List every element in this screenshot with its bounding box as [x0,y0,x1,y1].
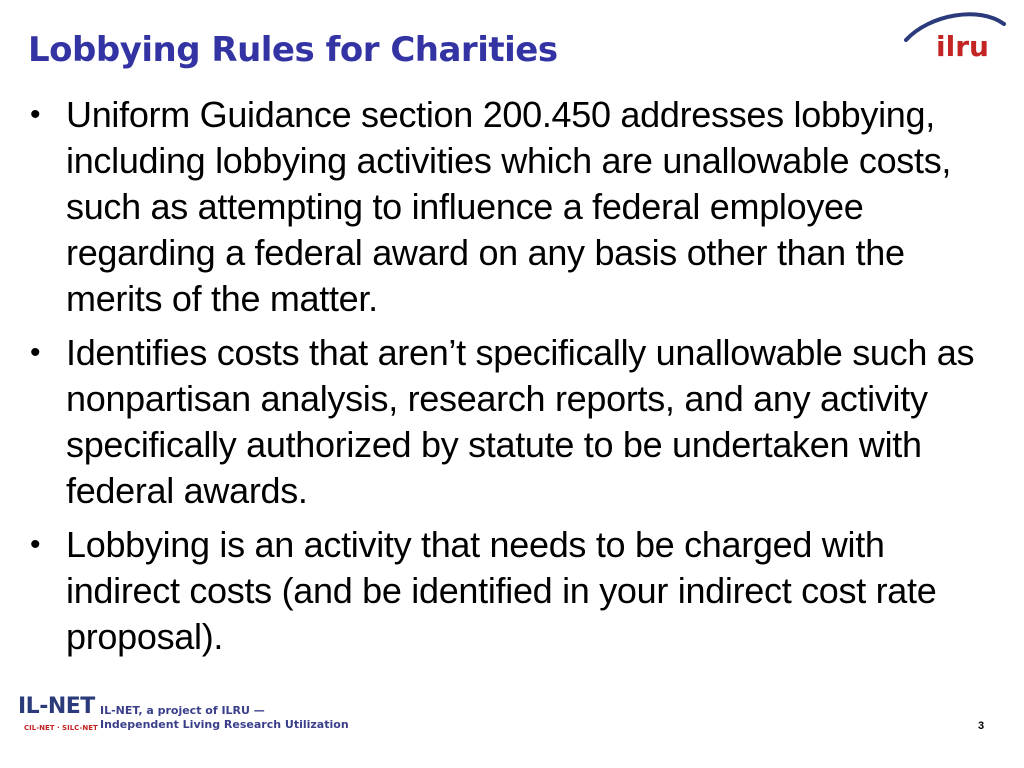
bullet-text: Identifies costs that aren’t specifically unallowable such as nonpartisan analysis, research reports, and any activity specifically authorized by statute to be undertaken with federal awards. [66,332,975,511]
slide-title: Lobbying Rules for Charities [28,30,558,70]
bullet-text: Lobbying is an activity that needs to be charged with indirect costs (and be identified in your indirect cost rate proposal). [66,524,937,657]
bullet-item [24,92,984,322]
footer-tagline-2: Independent Living Research Utilization [100,718,349,731]
bullet-text: Uniform Guidance section 200.450 addresses lobbying, including lobbying activities which are unallowable costs, such as attempting to influence a federal employee regarding a federal award on any basis other than the merits of the matter. [66,94,952,319]
page-number: 3 [978,720,985,732]
il-net-footer-logo [18,694,349,740]
bullet-list [24,92,984,668]
footer-tagline-1: IL-NET, a project of ILRU — [100,704,265,717]
logo-text: ilru [936,30,989,63]
bullet-item [24,522,984,660]
ilru-logo-icon [900,6,1010,70]
bullet-dot: • [30,336,41,369]
bullet-dot: • [30,528,41,561]
il-net-brand: IL-NET [18,694,95,719]
bullet-item [24,330,984,514]
ilru-logo [900,6,1010,70]
bullet-dot: • [30,98,41,131]
il-net-subbrand: CIL-NET · SILC-NET [24,724,98,732]
